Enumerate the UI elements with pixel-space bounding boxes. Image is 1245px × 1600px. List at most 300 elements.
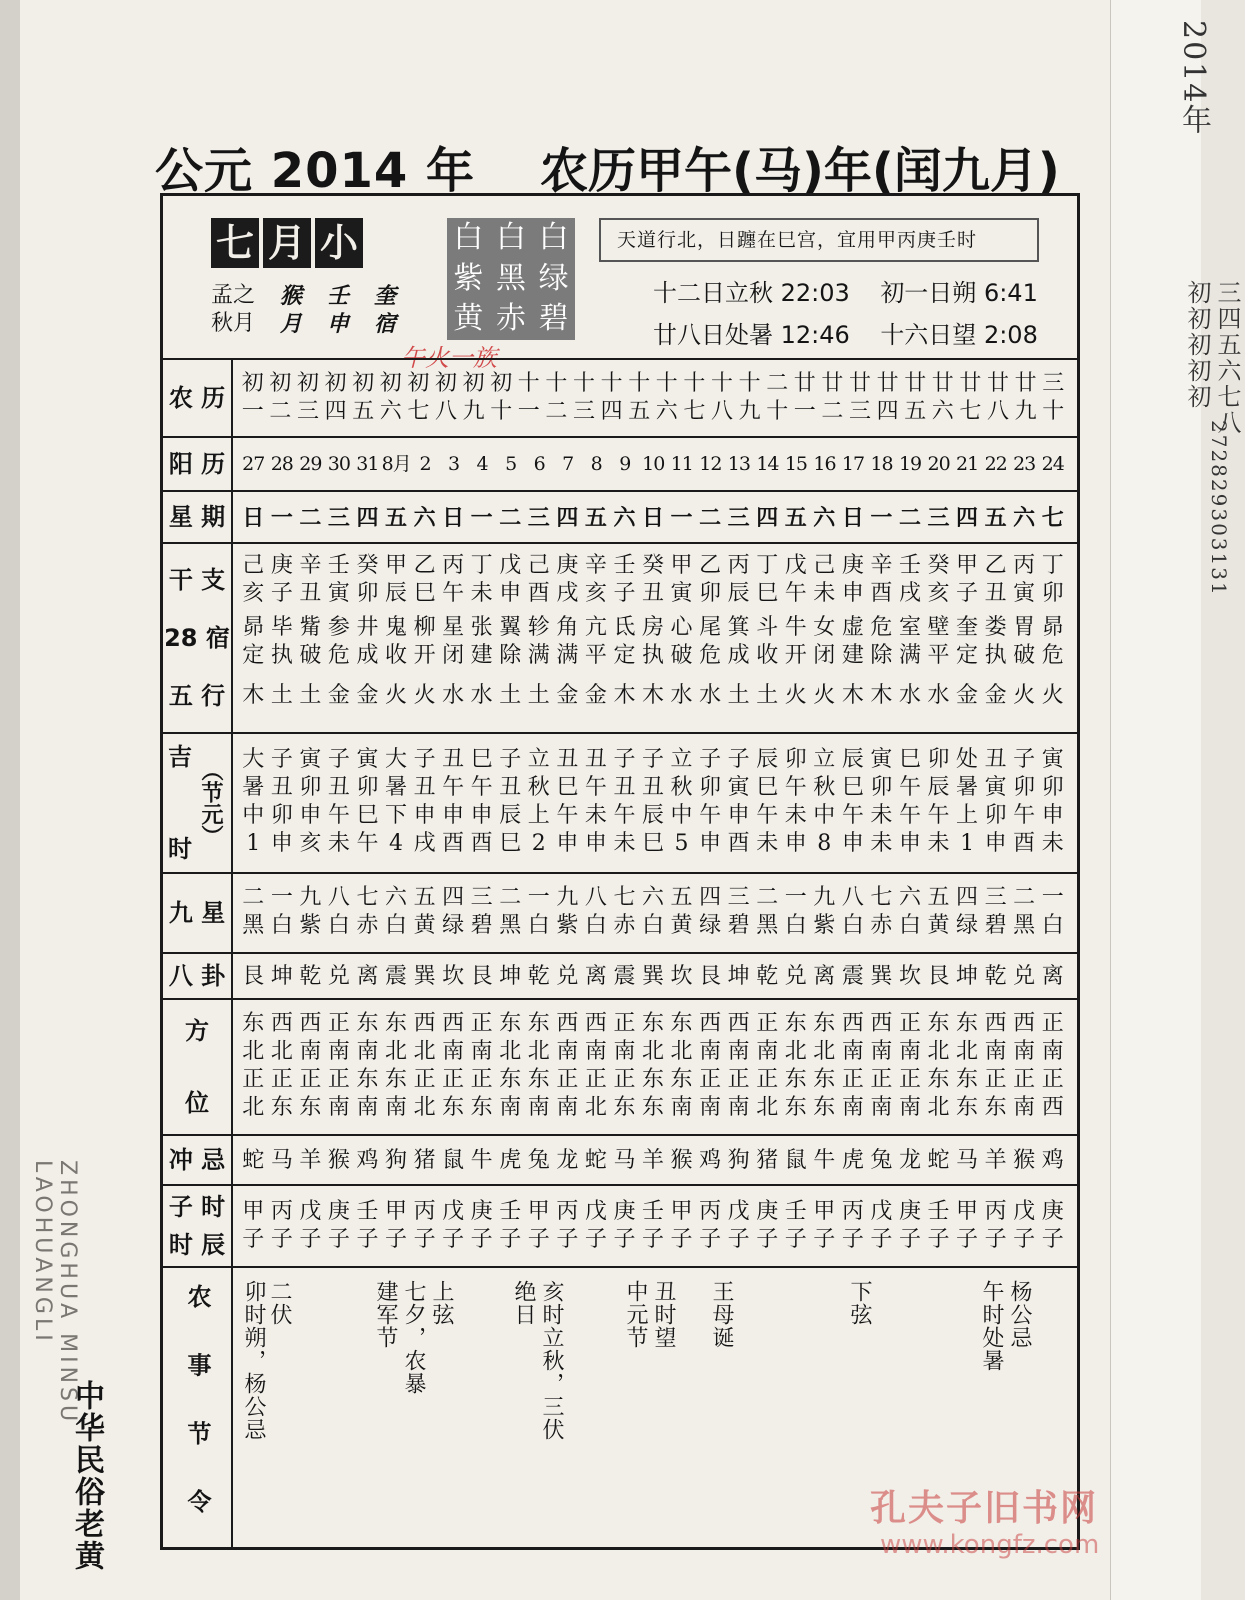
- farm-note: 二伏: [267, 1280, 292, 1326]
- day-cell: 亥: [584, 581, 607, 606]
- day-cell: 破: [670, 643, 693, 668]
- farm-note: 上弦: [429, 1280, 454, 1326]
- day-cell: 丑: [641, 775, 664, 800]
- day-cell: 白: [327, 913, 350, 938]
- day-cell: 未: [870, 803, 893, 828]
- chongji-line: [239, 1147, 1067, 1175]
- day-cell: 七: [613, 885, 636, 910]
- day-cell: 虚: [841, 615, 864, 640]
- day-cell: 寅: [1041, 747, 1064, 772]
- day-cell: 申: [727, 803, 750, 828]
- row-fangwei: [163, 998, 1077, 1134]
- day-cell: 东: [270, 1095, 293, 1120]
- day-cell: 癸: [927, 553, 950, 578]
- day-cell: 东: [385, 1011, 408, 1036]
- day-cell: 水: [470, 683, 493, 708]
- day-cell: 满: [898, 643, 921, 668]
- week-cells: [239, 504, 1067, 532]
- day-cell: 辰: [727, 581, 750, 606]
- day-cell: 鼠: [442, 1148, 465, 1173]
- day-cell: 娄: [984, 615, 1007, 640]
- day-cell: 东: [956, 1067, 979, 1092]
- day-cell: 大: [385, 747, 408, 772]
- day-cell: 立: [813, 747, 836, 772]
- day-cell: 申: [1041, 803, 1064, 828]
- day-cell: 未: [1041, 831, 1064, 856]
- day-cell: 火: [413, 683, 436, 708]
- day-cell: 北: [927, 1039, 950, 1064]
- day-cell: 收: [756, 643, 779, 668]
- day-cell: 暑: [385, 775, 408, 800]
- day-cell: 四: [699, 885, 722, 910]
- day-cell: 鸡: [699, 1148, 722, 1173]
- day-cell: 卯: [270, 803, 293, 828]
- day-cell: 子: [641, 1227, 664, 1252]
- day-cell: 东: [527, 1011, 550, 1036]
- day-cell: 初: [269, 371, 292, 396]
- day-cell: 九: [1014, 399, 1037, 424]
- day-cell: 丑: [556, 747, 579, 772]
- day-cell: 金: [356, 683, 379, 708]
- day-cell: 木: [242, 683, 265, 708]
- day-cell: 15: [784, 453, 808, 475]
- day-cell: 子: [641, 747, 664, 772]
- day-cell: 离: [356, 964, 379, 989]
- day-cell: 八: [986, 399, 1009, 424]
- day-cell: 戊: [299, 1199, 322, 1224]
- day-cell: 22: [984, 453, 1007, 475]
- day-cell: 十: [628, 371, 651, 396]
- day-cell: 午: [699, 803, 722, 828]
- star-char: 碧: [538, 301, 569, 337]
- day-cell: 午: [841, 803, 864, 828]
- jishi-line: [239, 746, 1067, 774]
- day-cell: 18: [870, 453, 893, 475]
- day-cell: 西: [984, 1011, 1007, 1036]
- day-cell: 北: [641, 1039, 664, 1064]
- row-jiuxing: [163, 872, 1077, 952]
- day-cell: 寅: [327, 581, 350, 606]
- day-cell: 北: [499, 1039, 522, 1064]
- day-cell: 丙: [270, 1199, 293, 1224]
- day-cell: 初: [462, 371, 485, 396]
- day-cell: 十: [600, 371, 623, 396]
- day-cell: 蛇: [584, 1148, 607, 1173]
- day-cell: 碧: [984, 913, 1007, 938]
- zishi-cells: [239, 1198, 1067, 1254]
- day-cell: 戌: [413, 831, 436, 856]
- day-cell: 西: [270, 1011, 293, 1036]
- day-cell: 子: [699, 1227, 722, 1252]
- day-cell: 北: [956, 1039, 979, 1064]
- star-char: 黄: [453, 301, 484, 337]
- day-cell: 卯: [356, 775, 379, 800]
- row-label: 阳 历: [163, 438, 233, 490]
- day-cell: 子: [841, 1227, 864, 1252]
- day-cell: 柳: [413, 615, 436, 640]
- row-label-group: [163, 734, 233, 872]
- day-cell: 满: [527, 643, 550, 668]
- day-cell: 艮: [242, 964, 265, 989]
- day-cell: 一: [793, 399, 816, 424]
- day-cell: 南: [442, 1039, 465, 1064]
- sub-text: 宿: [374, 311, 397, 337]
- day-cell: 中: [670, 803, 693, 828]
- day-cell: 正: [242, 1067, 265, 1092]
- next-page-text: 三四五六七八: [1213, 280, 1241, 436]
- row-label: 八 卦: [163, 954, 233, 998]
- day-cell: 庚: [470, 1199, 493, 1224]
- day-cell: 东: [984, 1095, 1007, 1120]
- day-cell: 8: [590, 453, 602, 475]
- day-cell: 南: [556, 1095, 579, 1120]
- day-cell: 东: [813, 1095, 836, 1120]
- day-cell: 白: [784, 913, 807, 938]
- day-cell: 东: [442, 1095, 465, 1120]
- day-cell: 三: [927, 505, 950, 531]
- day-cell: 未: [613, 831, 636, 856]
- day-cell: 东: [527, 1067, 550, 1092]
- day-cell: 西: [413, 1011, 436, 1036]
- day-cell: 午: [442, 775, 465, 800]
- day-cell: 南: [670, 1095, 693, 1120]
- day-cell: 子: [813, 1227, 836, 1252]
- day-cell: 建: [841, 643, 864, 668]
- jiuxing-line: [239, 912, 1067, 940]
- day-cell: 8: [817, 831, 832, 856]
- day-cell: 黑: [1013, 913, 1036, 938]
- fangwei-line: [239, 1038, 1067, 1066]
- day-cell: 白: [527, 913, 550, 938]
- day-cell: 未: [756, 831, 779, 856]
- day-cell: 庚: [327, 1199, 350, 1224]
- day-cell: 离: [1041, 964, 1064, 989]
- day-cell: 卯: [299, 775, 322, 800]
- day-cell: 东: [299, 1095, 322, 1120]
- day-cell: 鸡: [1041, 1148, 1064, 1173]
- day-cell: 23: [1013, 453, 1036, 475]
- day-cell: 正: [984, 1067, 1007, 1092]
- day-cell: 碧: [470, 913, 493, 938]
- day-cell: 金: [584, 683, 607, 708]
- day-cell: 卯: [356, 581, 379, 606]
- day-cell: 七: [356, 885, 379, 910]
- day-cell: 甲: [670, 1199, 693, 1224]
- day-cell: 六: [385, 885, 408, 910]
- day-cell: 水: [699, 683, 722, 708]
- day-cell: 寅: [727, 775, 750, 800]
- day-cell: 子: [270, 747, 293, 772]
- next-page-edge: [1110, 0, 1241, 1600]
- day-cell: 白: [1041, 913, 1064, 938]
- nine-stars-box: [447, 218, 575, 340]
- xiu-line: [239, 614, 1067, 642]
- day-cell: 南: [327, 1095, 350, 1120]
- day-cell: 巽: [870, 964, 893, 989]
- row-lunar: [163, 358, 1077, 436]
- day-cell: 室: [898, 615, 921, 640]
- sub-text: 月: [280, 311, 303, 337]
- day-cell: 秋: [670, 775, 693, 800]
- day-cell: 东: [641, 1095, 664, 1120]
- day-cell: 七: [870, 885, 893, 910]
- day-cell: 东: [813, 1067, 836, 1092]
- day-cell: 子: [1013, 1227, 1036, 1252]
- day-cell: 子: [870, 1227, 893, 1252]
- day-cell: 东: [356, 1067, 379, 1092]
- day-cell: 丑: [641, 581, 664, 606]
- day-cell: 正: [841, 1067, 864, 1092]
- day-cell: 平: [927, 643, 950, 668]
- day-cell: 西: [699, 1011, 722, 1036]
- day-cell: 寅: [870, 747, 893, 772]
- day-cell: 西: [841, 1011, 864, 1036]
- day-cell: 东: [499, 1067, 522, 1092]
- day-cell: 东: [813, 1011, 836, 1036]
- day-cell: 五: [670, 885, 693, 910]
- day-cell: 29: [299, 453, 322, 475]
- day-cell: 申: [470, 803, 493, 828]
- day-cell: 正: [299, 1067, 322, 1092]
- day-cell: 子: [784, 1227, 807, 1252]
- day-cell: 子: [499, 1227, 522, 1252]
- next-page-year: 2014年: [1176, 20, 1211, 137]
- day-cell: 子: [356, 1227, 379, 1252]
- day-cell: 初: [434, 371, 457, 396]
- day-cell: 丙: [556, 1199, 579, 1224]
- day-cell: 庚: [756, 1199, 779, 1224]
- day-cell: 癸: [356, 553, 379, 578]
- watermark-text: 孔夫子旧书网: [870, 1488, 1099, 1529]
- day-cell: 南: [984, 1039, 1007, 1064]
- solar-term: 廿八日处暑 12:46: [653, 321, 850, 349]
- day-cell: 五: [927, 885, 950, 910]
- jishi-line: [239, 830, 1067, 858]
- day-cell: 三: [1042, 371, 1065, 396]
- day-cell: 6: [533, 453, 545, 475]
- day-cell: 乾: [984, 964, 1007, 989]
- day-cell: 南: [841, 1039, 864, 1064]
- day-cell: 子: [413, 747, 436, 772]
- day-cell: 12: [699, 453, 722, 475]
- day-cell: 子: [527, 1227, 550, 1252]
- day-cell: 西: [1041, 1095, 1064, 1120]
- farm-note: 丑时望: [651, 1280, 676, 1349]
- day-cell: 觜: [299, 615, 322, 640]
- day-cell: 三: [327, 505, 350, 531]
- day-cell: 午: [898, 803, 921, 828]
- day-cell: 鼠: [784, 1148, 807, 1173]
- row-label: 子 时: [168, 1193, 226, 1221]
- day-cell: 北: [270, 1039, 293, 1064]
- day-cell: 南: [727, 1039, 750, 1064]
- day-cell: 牛: [784, 615, 807, 640]
- day-cell: 井: [356, 615, 379, 640]
- day-cell: 房: [641, 615, 664, 640]
- jiuxing-line: [239, 884, 1067, 912]
- book-series-chinese: 中华民俗老黄: [69, 1380, 104, 1572]
- day-cell: 子: [413, 1227, 436, 1252]
- day-cell: 四: [556, 505, 579, 531]
- day-cell: 一: [270, 885, 293, 910]
- day-cell: 巳: [413, 581, 436, 606]
- day-cell: 四: [600, 399, 623, 424]
- day-cell: 廿: [793, 371, 816, 396]
- day-cell: 上: [527, 803, 550, 828]
- day-cell: 8月: [381, 453, 411, 475]
- day-cell: 壬: [784, 1199, 807, 1224]
- row-label: 吉: [168, 743, 192, 771]
- day-cell: 申: [784, 831, 807, 856]
- day-cell: 正: [870, 1067, 893, 1092]
- day-cell: 龙: [898, 1148, 921, 1173]
- day-cell: 戊: [499, 553, 522, 578]
- day-cell: 寅: [670, 581, 693, 606]
- day-cell: 木: [613, 683, 636, 708]
- day-cell: 子: [956, 1227, 979, 1252]
- day-cell: 卯: [784, 747, 807, 772]
- day-cell: 南: [527, 1095, 550, 1120]
- day-cell: 甲: [670, 553, 693, 578]
- farm-note: 建军节: [373, 1280, 398, 1349]
- day-cell: 羊: [641, 1148, 664, 1173]
- month-title-char: 月: [263, 218, 311, 268]
- bagua-cells: [239, 963, 1067, 991]
- day-cell: 羊: [984, 1148, 1007, 1173]
- day-cell: 27: [242, 453, 265, 475]
- day-cell: 紫: [813, 913, 836, 938]
- day-cell: 2: [419, 453, 431, 475]
- day-cell: 二: [756, 885, 779, 910]
- row-label: 时 辰: [168, 1231, 226, 1259]
- day-cell: 西: [727, 1011, 750, 1036]
- day-cell: 马: [270, 1148, 293, 1173]
- day-cell: 火: [784, 683, 807, 708]
- day-cell: 巳: [756, 775, 779, 800]
- lunar-line: [239, 370, 1067, 398]
- day-cell: 东: [613, 1095, 636, 1120]
- day-cell: 正: [756, 1011, 779, 1036]
- month-subtitle: [211, 282, 414, 338]
- day-cell: 八: [434, 399, 457, 424]
- day-cell: 南: [613, 1039, 636, 1064]
- day-cell: 开: [784, 643, 807, 668]
- day-cell: 己: [813, 553, 836, 578]
- day-cell: 二: [545, 399, 568, 424]
- day-cell: 卯: [699, 775, 722, 800]
- day-cell: 甲: [385, 553, 408, 578]
- day-cell: 庚: [841, 553, 864, 578]
- day-cell: 南: [584, 1039, 607, 1064]
- day-cell: 木: [641, 683, 664, 708]
- day-cell: 猴: [1013, 1148, 1036, 1173]
- day-cell: 东: [784, 1095, 807, 1120]
- day-cell: 5: [674, 831, 689, 856]
- day-cell: 南: [699, 1095, 722, 1120]
- day-cell: 子: [613, 747, 636, 772]
- day-cell: 午: [756, 803, 779, 828]
- sub-text: 秋月: [211, 311, 256, 336]
- solar-line: [239, 450, 1067, 478]
- row-zishi: [163, 1184, 1077, 1266]
- day-cell: 东: [385, 1067, 408, 1092]
- next-page-text: 272829303131: [1207, 420, 1231, 597]
- day-cell: 卯: [699, 581, 722, 606]
- day-cell: 北: [756, 1095, 779, 1120]
- day-cell: 申: [413, 803, 436, 828]
- day-cell: 北: [784, 1039, 807, 1064]
- day-cell: 未: [470, 581, 493, 606]
- day-cell: 闭: [813, 643, 836, 668]
- day-cell: 猪: [756, 1148, 779, 1173]
- day-cell: 巳: [499, 831, 522, 856]
- row-label: 干 支: [168, 566, 226, 594]
- day-cell: 定: [242, 643, 265, 668]
- zhi-line: [239, 580, 1067, 608]
- day-cell: 子: [927, 1227, 950, 1252]
- day-cell: 17: [841, 453, 865, 475]
- sub-text: 申: [327, 311, 350, 337]
- day-cell: 六: [379, 399, 402, 424]
- day-cell: 正: [756, 1067, 779, 1092]
- farm-note: 午时处暑: [979, 1280, 1004, 1372]
- day-cell: 除: [499, 643, 522, 668]
- day-cell: 狗: [727, 1148, 750, 1173]
- day-cell: 破: [1013, 643, 1036, 668]
- day-cell: 心: [670, 615, 693, 640]
- day-cell: 建: [470, 643, 493, 668]
- day-cell: 四: [756, 505, 779, 531]
- day-cell: 木: [870, 683, 893, 708]
- day-cell: 未: [784, 803, 807, 828]
- page-year-title: 公元 2014 年: [155, 143, 476, 199]
- day-cell: 艮: [470, 964, 493, 989]
- day-cell: 廿: [931, 371, 954, 396]
- day-cell: 兑: [556, 964, 579, 989]
- watermark-url: www.kongfz.com: [880, 1530, 1100, 1560]
- day-cell: 申: [898, 831, 921, 856]
- day-cell: 七: [407, 399, 430, 424]
- day-cell: 女: [813, 615, 836, 640]
- day-cell: 南: [499, 1095, 522, 1120]
- day-cell: 水: [442, 683, 465, 708]
- day-cell: 南: [870, 1095, 893, 1120]
- day-cell: 北: [413, 1095, 436, 1120]
- day-cell: 六: [413, 505, 436, 531]
- day-cell: 丁: [756, 553, 779, 578]
- day-cell: 11: [670, 453, 693, 475]
- day-cell: 东: [641, 1067, 664, 1092]
- day-cell: 处: [956, 747, 979, 772]
- day-cell: 14: [756, 453, 779, 475]
- day-cell: 乙: [413, 553, 436, 578]
- day-cell: 八: [584, 885, 607, 910]
- day-cell: 羊: [299, 1148, 322, 1173]
- day-cell: 参: [327, 615, 350, 640]
- day-cell: 执: [984, 643, 1007, 668]
- day-cell: 开: [413, 643, 436, 668]
- day-cell: 亥: [242, 581, 265, 606]
- day-cell: 午: [327, 803, 350, 828]
- day-cell: 申: [556, 831, 579, 856]
- day-cell: 午: [584, 775, 607, 800]
- day-cell: 子: [385, 1227, 408, 1252]
- day-cell: 5: [505, 453, 517, 475]
- day-cell: 午: [442, 581, 465, 606]
- day-cell: 东: [956, 1095, 979, 1120]
- day-cell: 猪: [413, 1148, 436, 1173]
- day-cell: 丑: [270, 775, 293, 800]
